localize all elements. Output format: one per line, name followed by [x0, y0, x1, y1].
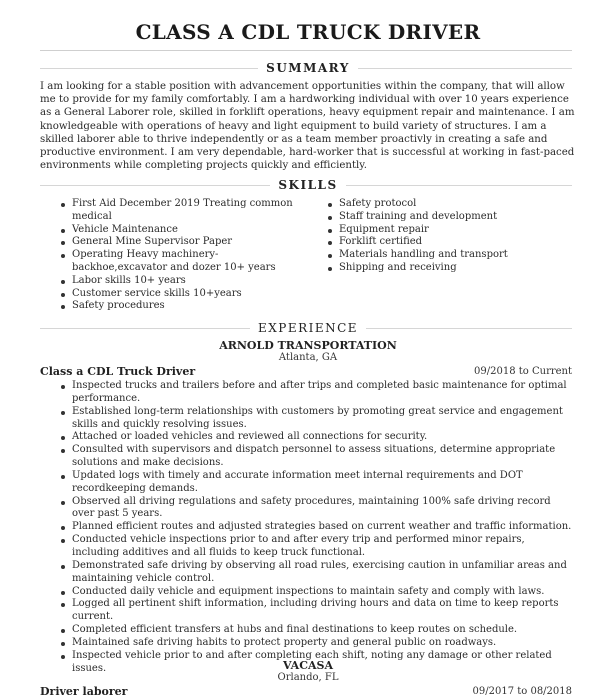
- skills-heading-text: SKILLS: [270, 178, 345, 192]
- summary-heading: [0, 61, 616, 75]
- summary-text: I am looking for a stable position with advancement opportunities within the company, that will allow me to provide for my family comfortably. I am a hardworking individual with over 10 years experience as a General Laborer role, skilled in forklift operations, heavy equipment repair and maintenance. I am knowledgeable with operations of heavy and light equipment to build variety of structures. I am a skilled laborer able to thrive independently or as a team member proactivly in creating a safe and productive environment. I am very dependable, hard-worker that is successful at working in fast-paced environments while completing projects quickly and efficiently.: [40, 81, 575, 172]
- duty-item: Planned efficient routes and adjusted strategies based on current weather and traffic information.: [58, 521, 572, 534]
- duty-item: Updated logs with timely and accurate information meet internal requirements and DOT recordkeeping demands.: [58, 470, 572, 496]
- job-title: Driver laborer: [40, 685, 128, 698]
- experience-heading-text: EXPERIENCE: [250, 321, 366, 335]
- title-divider: [40, 50, 572, 51]
- duty-item: Attached or loaded vehicles and reviewed all connections for security.: [58, 431, 572, 444]
- skill-item: Vehicle Maintenance: [58, 224, 308, 237]
- skill-item: Safety protocol: [325, 198, 575, 211]
- duty-item: Completed efficient transfers at hubs and final destinations to keep routes on schedule.: [58, 624, 572, 637]
- job-duties-list: [58, 380, 572, 675]
- skill-item: General Mine Supervisor Paper: [58, 236, 308, 249]
- job-dates: 09/2018 to Current: [474, 366, 572, 377]
- company-name: VACASA: [283, 659, 333, 672]
- skills-list-right: [325, 198, 575, 275]
- duty-item: Observed all driving regulations and safety procedures, maintaining 100% safe driving record over past 5 years.: [58, 496, 572, 522]
- duty-item: Logged all pertinent shift information, including driving hours and data on time to keep reports current.: [58, 598, 572, 624]
- summary-heading-text: SUMMARY: [258, 61, 358, 75]
- company-location: Orlando, FL: [277, 672, 339, 683]
- skill-item: Shipping and receiving: [325, 262, 575, 275]
- job-title: Class a CDL Truck Driver: [40, 365, 196, 378]
- skill-item: First Aid December 2019 Treating common medical: [58, 198, 308, 224]
- skills-list-left: [58, 198, 308, 313]
- duty-item: Established long-term relationships with customers by promoting great service and engagement skills and quickly resolving issues.: [58, 406, 572, 432]
- duty-item: Demonstrated safe driving by observing all road rules, exercising caution in unfamiliar areas and maintaining vehicle control.: [58, 560, 572, 586]
- duty-item: Inspected vehicle prior to and after completing each shift, noting any damage or other related issues.: [58, 650, 572, 676]
- duty-item: Consulted with supervisors and dispatch personnel to assess situations, determine appropriate solutions and make decisions.: [58, 444, 572, 470]
- job-dates: 09/2017 to 08/2018: [472, 686, 572, 697]
- skill-item: Staff training and development: [325, 211, 575, 224]
- skill-item: Materials handling and transport: [325, 249, 575, 262]
- duty-item: Conducted vehicle inspections prior to and after every trip and performed minor repairs, including additives and all fluids to keep truck functional.: [58, 534, 572, 560]
- company-location: Atlanta, GA: [278, 352, 338, 363]
- skill-item: Safety procedures: [58, 300, 308, 313]
- skill-item: Operating Heavy machinery- backhoe,excavator and dozer 10+ years: [58, 249, 308, 275]
- company-name: ARNOLD TRANSPORTATION: [219, 339, 397, 352]
- duty-item: Maintained safe driving habits to protect property and general public on roadways.: [58, 637, 572, 650]
- resume-title: CLASS A CDL TRUCK DRIVER: [135, 20, 481, 44]
- experience-heading: [0, 321, 616, 335]
- duty-item: Conducted daily vehicle and equipment inspections to maintain safety and comply with laws.: [58, 586, 572, 599]
- skills-heading: [0, 178, 616, 192]
- skill-item: Equipment repair: [325, 224, 575, 237]
- duty-item: Inspected trucks and trailers before and after trips and completed basic maintenance for optimal performance.: [58, 380, 572, 406]
- skill-item: Forklift certified: [325, 236, 575, 249]
- skill-item: Labor skills 10+ years: [58, 275, 308, 288]
- skill-item: Customer service skills 10+years: [58, 288, 308, 301]
